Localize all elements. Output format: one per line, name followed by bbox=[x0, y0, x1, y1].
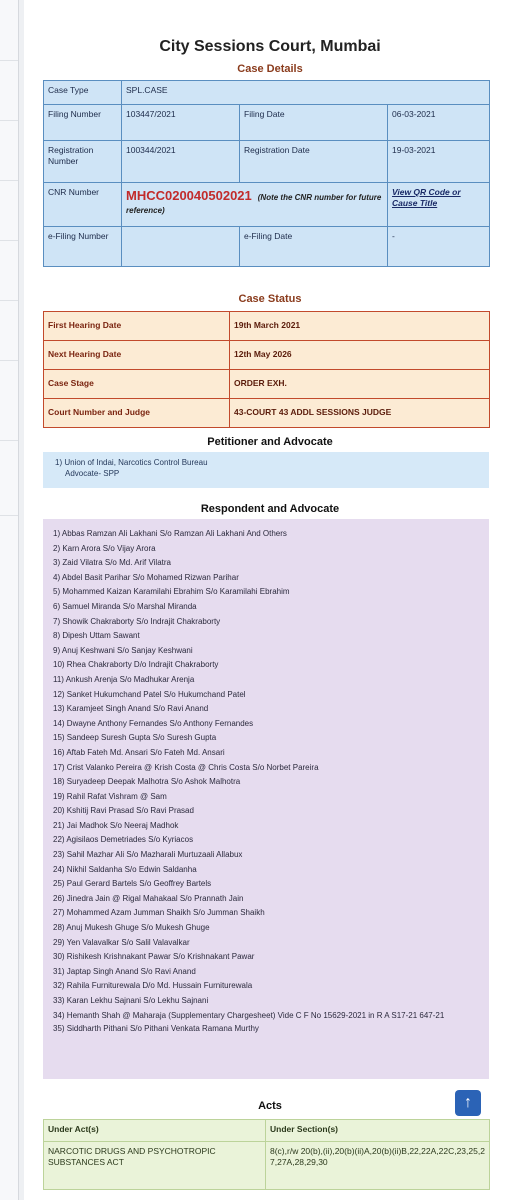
efiling-date-value: - bbox=[388, 227, 490, 267]
act-sections: 8(c),r/w 20(b),(ii),20(b)(ii)A,20(b)(ii)B,22,22A,22C,23,25,27,27A,28,29,30 bbox=[266, 1142, 490, 1190]
scroll-to-top-button[interactable] bbox=[455, 1090, 481, 1116]
filing-date-label: Filing Date bbox=[240, 105, 388, 141]
list-item: 31) Japtap Singh Anand S/o Ravi Anand bbox=[53, 966, 196, 976]
case-status-heading: Case Status bbox=[238, 293, 302, 305]
list-item: 12) Sanket Hukumchand Patel S/o Hukumchand Patel bbox=[53, 689, 246, 699]
left-panel-edge bbox=[0, 0, 19, 1200]
acts-table bbox=[43, 1119, 490, 1190]
respondent-heading: Respondent and Advocate bbox=[200, 503, 340, 515]
court-judge-value: 43-COURT 43 ADDL SESSIONS JUDGE bbox=[230, 399, 490, 428]
list-item: 2) Karn Arora S/o Vijay Arora bbox=[53, 543, 156, 553]
case-details-heading: Case Details bbox=[237, 63, 303, 75]
case-type-label: Case Type bbox=[44, 81, 122, 105]
act-name: NARCOTIC DRUGS AND PSYCHOTROPIC SUBSTANCES ACT bbox=[44, 1142, 266, 1190]
left-divider bbox=[0, 300, 18, 301]
list-item: 10) Rhea Chakraborty D/o Indrajit Chakraborty bbox=[53, 660, 219, 670]
petitioner-advocate: Advocate- SPP bbox=[65, 469, 120, 479]
list-item: 14) Dwayne Anthony Fernandes S/o Anthony Fernandes bbox=[53, 718, 254, 728]
efiling-number-value bbox=[122, 227, 240, 267]
respondent-box bbox=[43, 519, 489, 1079]
registration-date-label: Registration Date bbox=[240, 141, 388, 183]
filing-date-value: 06-03-2021 bbox=[388, 105, 490, 141]
left-divider bbox=[0, 120, 18, 121]
efiling-date-label: e-Filing Date bbox=[240, 227, 388, 267]
case-status-page bbox=[24, 0, 516, 1200]
left-divider bbox=[0, 180, 18, 181]
sections-col-header: Under Section(s) bbox=[266, 1120, 490, 1142]
list-item: 8) Dipesh Uttam Sawant bbox=[53, 631, 140, 641]
cnr-label: CNR Number bbox=[44, 183, 122, 227]
first-hearing-label: First Hearing Date bbox=[44, 312, 230, 341]
petitioner-box bbox=[43, 452, 489, 488]
left-divider bbox=[0, 515, 18, 516]
registration-date-value: 19-03-2021 bbox=[388, 141, 490, 183]
list-item: 27) Mohammed Azam Jumman Shaikh S/o Jumman Shaikh bbox=[53, 908, 265, 918]
list-item: 5) Mohammed Kaizan Karamilahi Ebrahim S/o Karamilahi Ebrahim bbox=[53, 587, 290, 597]
list-item: 4) Abdel Basit Parihar S/o Mohamed Rizwan Parihar bbox=[53, 572, 239, 582]
case-details-table bbox=[43, 80, 490, 267]
filing-number-value: 103447/2021 bbox=[122, 105, 240, 141]
list-item: 24) Nikhil Saldanha S/o Edwin Saldanha bbox=[53, 864, 197, 874]
list-item: 21) Jai Madhok S/o Neeraj Madhok bbox=[53, 820, 179, 830]
case-status-table bbox=[43, 311, 490, 428]
case-stage-label: Case Stage bbox=[44, 370, 230, 399]
left-divider bbox=[0, 360, 18, 361]
arrow-up-icon: ↑ bbox=[464, 1094, 472, 1111]
list-item: 16) Aftab Fateh Md. Ansari S/o Fateh Md. Ansari bbox=[53, 747, 225, 757]
list-item: 23) Sahil Mazhar Ali S/o Mazharali Murtuzaali Allabux bbox=[53, 850, 243, 860]
list-item: 22) Agisilaos Demetriades S/o Kyriacos bbox=[53, 835, 194, 845]
view-qr-code-link[interactable]: View QR Code or Cause Title bbox=[392, 187, 461, 209]
next-hearing-label: Next Hearing Date bbox=[44, 341, 230, 370]
acts-heading: Acts bbox=[258, 1100, 282, 1112]
qr-cell bbox=[388, 183, 490, 227]
petitioner-name: 1) Union of Indai, Narcotics Control Bureau bbox=[55, 458, 208, 467]
list-item: 1) Abbas Ramzan Ali Lakhani S/o Ramzan Ali Lakhani And Others bbox=[53, 529, 287, 538]
list-item: 9) Anuj Keshwani S/o Sanjay Keshwani bbox=[53, 645, 193, 655]
list-item: 30) Rishikesh Krishnakant Pawar S/o Krishnakant Pawar bbox=[53, 952, 255, 962]
list-item: 20) Kshitij Ravi Prasad S/o Ravi Prasad bbox=[53, 806, 194, 816]
efiling-number-label: e-Filing Number bbox=[44, 227, 122, 267]
list-item: 35) Siddharth Pithani S/o Pithani Venkata Ramana Murthy bbox=[53, 1024, 259, 1034]
next-hearing-value: 12th May 2026 bbox=[230, 341, 490, 370]
left-divider bbox=[0, 240, 18, 241]
list-item: 34) Hemanth Shah @ Maharaja (Supplementary Chargesheet) Vide C F No 15629-2021 in R A S17-21 647-21 bbox=[53, 1010, 445, 1020]
cnr-note: (Note the CNR number for future reference) bbox=[126, 193, 382, 215]
left-divider bbox=[0, 60, 18, 61]
acts-col-header: Under Act(s) bbox=[44, 1120, 266, 1142]
list-item: 15) Sandeep Suresh Gupta S/o Suresh Gupta bbox=[53, 733, 217, 743]
left-divider bbox=[0, 440, 18, 441]
court-judge-label: Court Number and Judge bbox=[44, 399, 230, 428]
list-item: 32) Rahila Furniturewala D/o Md. Hussain Furniturewala bbox=[53, 981, 253, 991]
list-item: 17) Crist Valanko Pereira @ Krish Costa @ Chris Costa S/o Norbet Pareira bbox=[53, 762, 319, 772]
registration-number-value: 100344/2021 bbox=[122, 141, 240, 183]
case-stage-value: ORDER EXH. bbox=[230, 370, 490, 399]
case-type-value: SPL.CASE bbox=[122, 81, 490, 105]
list-item: 33) Karan Lekhu Sajnani S/o Lekhu Sajnani bbox=[53, 996, 209, 1005]
list-item: 25) Paul Gerard Bartels S/o Geoffrey Bartels bbox=[53, 879, 212, 889]
list-item: 26) Jinedra Jain @ Rigal Mahakaal S/o Prannath Jain bbox=[53, 893, 244, 903]
petitioner-heading: Petitioner and Advocate bbox=[207, 436, 333, 448]
list-item: 6) Samuel Miranda S/o Marshal Miranda bbox=[53, 601, 197, 611]
respondent-list bbox=[53, 527, 479, 1037]
filing-number-label: Filing Number bbox=[44, 105, 122, 141]
list-item: 13) Karamjeet Singh Anand S/o Ravi Anand bbox=[53, 704, 209, 714]
court-title: City Sessions Court, Mumbai bbox=[159, 38, 381, 55]
list-item: 29) Yen Valavalkar S/o Salil Valavalkar bbox=[53, 937, 190, 947]
list-item: 11) Ankush Arenja S/o Madhukar Arenja bbox=[53, 674, 195, 684]
list-item: 3) Zaid Vilatra S/o Md. Arif Vilatra bbox=[53, 558, 171, 568]
list-item: 19) Rahil Rafat Vishram @ Sam bbox=[53, 791, 167, 801]
cnr-cell bbox=[122, 183, 388, 227]
registration-number-label: Registration Number bbox=[44, 141, 122, 183]
list-item: 18) Suryadeep Deepak Malhotra S/o Ashok Malhotra bbox=[53, 777, 241, 787]
list-item: 7) Showik Chakraborty S/o Indrajit Chakraborty bbox=[53, 616, 221, 626]
first-hearing-value: 19th March 2021 bbox=[230, 312, 490, 341]
list-item: 28) Anuj Mukesh Ghuge S/o Mukesh Ghuge bbox=[53, 923, 210, 933]
cnr-number: MHCC020040502021 bbox=[126, 188, 252, 203]
